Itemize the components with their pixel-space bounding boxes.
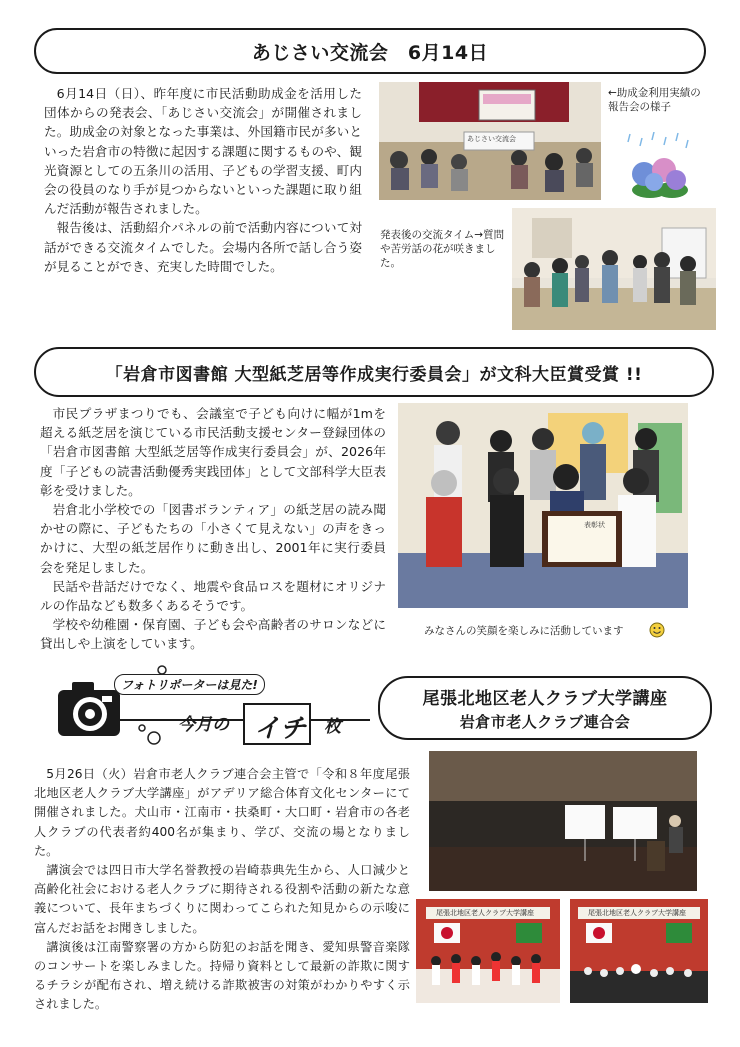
hydrangea-icon bbox=[620, 132, 694, 202]
logo-line2a: 今月の bbox=[178, 715, 229, 735]
section3-body bbox=[34, 765, 410, 1015]
exchange-photo-art bbox=[512, 208, 716, 330]
section3-paragraph: 5月26日（火）岩倉市老人クラブ連合会主管で「令和８年度尾張北地区老人クラブ大学講座」がアデリア総合体育文化センターにて開催されました。犬山市・江南市・扶桑町・大口町・岩倉市の各老人クラブの代表者約400名が集まり、学び、交流の場となりました。 bbox=[34, 767, 410, 858]
section2-body bbox=[40, 404, 386, 654]
smiley-icon bbox=[649, 622, 665, 638]
camera-icon bbox=[44, 658, 374, 754]
certificate-text: 表彰状 bbox=[584, 521, 605, 529]
section3-title-line2: 岩倉市老人クラブ連合会 bbox=[459, 713, 631, 731]
exchange-photo bbox=[512, 208, 716, 330]
lecture-photo bbox=[429, 751, 697, 891]
group-photo-caption: みなさんの笑顔を楽しみに活動しています bbox=[424, 625, 624, 637]
logo-line1: フォトリポーターは見た! bbox=[114, 674, 265, 695]
photo-reporter-logo bbox=[44, 658, 374, 754]
section1-paragraph: 報告後は、活動紹介パネルの前で活動内容について対話ができる交流タイムでした。会場内各所で話し合う姿が見ることができ、充実した時間でした。 bbox=[44, 220, 362, 274]
section1-body bbox=[44, 84, 362, 276]
section1-title-text: あじさい交流会 6月14日 bbox=[251, 41, 489, 64]
section2-paragraph: 市民プラザまつりでも、会議室で子ども向けに幅が1mを超える紙芝居を演じている市民活動支援センター登録団体の「岩倉市図書館 大型紙芝居等作成実行委員会」が、2026年度「子どもの読書活動優秀実践団体」として文部科学大臣表彰を受けました。 bbox=[40, 406, 386, 498]
lecture-photo-art bbox=[429, 751, 697, 891]
band-photo-left bbox=[416, 899, 560, 1003]
section3-title bbox=[378, 676, 712, 740]
band-banner-left: 尾張北地区老人クラブ大学講座 bbox=[436, 909, 534, 917]
section1-paragraph: 6月14日（日）、昨年度に市民活動助成金を活用した団体からの発表会、「あじさい交流会」が開催されました。助成金の対象となった事業は、外国籍市民が多いといった岩倉市の特徴に起因する課題に関するものや、観光資源としての五条川の活用、子どもの学習支援、町内会の役員のなり手が見つからないといった課題に取り組んだ活動が報告されました。 bbox=[44, 86, 362, 217]
section2-paragraph: 学校や幼稚園・保育園、子ども会や高齢者のサロンなどに貸出しや上演をしています。 bbox=[40, 617, 386, 652]
rain-icon bbox=[628, 132, 688, 148]
section2-paragraph: 民話や昔話だけでなく、地震や食品ロスを題材にオリジナルの作品なども数多くあるそうです。 bbox=[40, 578, 386, 614]
exchange-caption: 発表後の交流タイム→質問や苦労話の花が咲きました。 bbox=[380, 229, 505, 269]
logo-line2b: イチ bbox=[254, 714, 307, 744]
section3-paragraph: 講演会では四日市大学名誉教授の岩崎恭典先生から、人口減少と高齢化社会における老人クラブに期待される役割や活動の新たな意義について、長年まちづくりに関わってこられた知見からの示唆に富んだお話をお聞きしました。 bbox=[34, 863, 410, 935]
presentation-banner: あじさい交流会 bbox=[467, 135, 516, 143]
band-banner-right: 尾張北地区老人クラブ大学講座 bbox=[588, 909, 686, 917]
logo-line2c: 枚 bbox=[324, 717, 341, 737]
section2-paragraph: 岩倉北小学校での「図書ボランティア」の紙芝居の読み聞かせの際に、子どもたちの「小さくて見えない」の声をきっかけに、大型の紙芝居作りに動き出し、2001年に実行委員会を発足しました。 bbox=[40, 502, 386, 575]
section2-title bbox=[34, 347, 714, 397]
group-photo-art bbox=[398, 403, 688, 608]
presentation-caption: ←助成金利用実績の報告会の様子 bbox=[608, 87, 701, 113]
band-photo-right bbox=[570, 899, 708, 1003]
group-photo bbox=[398, 403, 688, 608]
section1-title bbox=[34, 28, 706, 74]
presentation-photo bbox=[379, 82, 601, 200]
section3-title-line1: 尾張北地区老人クラブ大学講座 bbox=[422, 689, 668, 709]
section2-title-text: 「岩倉市図書館 大型紙芝居等作成実行委員会」が文科大臣賞受賞 !! bbox=[105, 364, 643, 385]
section3-paragraph: 講演後は江南警察署の方から防犯のお話を聞き、愛知県警音楽隊のコンサートを楽しみました。持帰り資料として最新の詐欺に関するチラシが配布され、増え続ける詐欺被害の対策がわかりやすく示されました。 bbox=[34, 939, 410, 1012]
